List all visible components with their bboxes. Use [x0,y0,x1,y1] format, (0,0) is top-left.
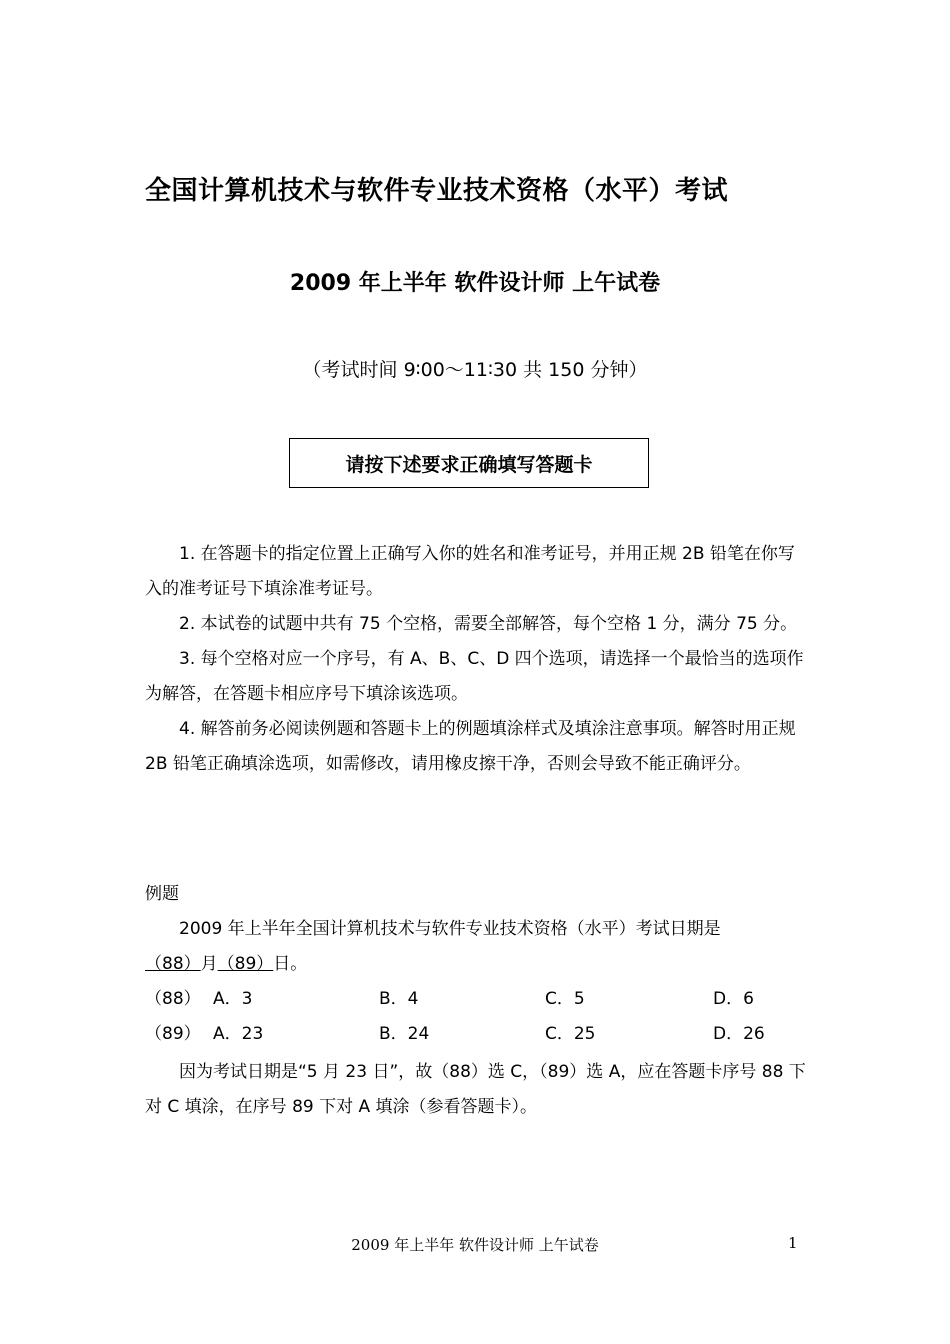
page-footer: 2009 年上半年 软件设计师 上午试卷 [351,1236,599,1254]
blank-89: （89） [217,954,274,974]
exam-time: （考试时间 9∶00～11∶30 共 150 分钟） [302,359,648,381]
blank-88: （88） [145,954,201,974]
instruction-item-2: 2. 本试卷的试题中共有 75 个空格，需要全部解答，每个空格 1 分，满分 75 分。 [179,614,798,634]
example-question-blanks [145,947,807,982]
example-label: 例题 [145,884,179,904]
exam-subtitle: 2009 年上半年 软件设计师 上午试卷 [289,271,661,296]
options-row-89 [145,1017,807,1052]
instruction-item-1: 1. 在答题卡的指定位置上正确写入你的姓名和准考证号，并用正规 2B 铅笔在你写入的准考证号下填涂准考证号。 [145,544,795,599]
option-c: C．25 [545,1024,596,1044]
instructions-list [145,537,807,782]
option-c: C．5 [545,989,585,1009]
option-a: A．23 [213,1024,264,1044]
notice-box [289,438,649,488]
example-answer [145,1055,807,1125]
option-b: B．24 [379,1024,430,1044]
options-row-88 [145,982,807,1017]
option-d: D．26 [713,1024,765,1044]
option-a: A．3 [213,989,253,1009]
instruction-item-3: 3. 每个空格对应一个序号，有 A、B、C、D 四个选项，请选择一个最恰当的选项作为解答，在答题卡相应序号下填涂该选项。 [145,649,804,704]
page-number: 1 [788,1234,798,1252]
month-label: 月 [200,954,218,974]
notice-text: 请按下述要求正确填写答题卡 [345,453,593,476]
option-b: B．4 [379,989,419,1009]
example-question-text: 2009 年上半年全国计算机技术与软件专业技术资格（水平）考试日期是 [179,919,721,939]
day-label: 日。 [273,954,308,974]
example-answer-text: 因为考试日期是“5 月 23 日”，故（88）选 C，（89）选 A，应在答题卡序号 88 下对 C 填涂，在序号 89 下对 A 填涂（参看答题卡）。 [145,1062,806,1117]
option-number: （89） [145,1024,201,1044]
option-number: （88） [145,989,201,1009]
option-d: D．6 [713,989,754,1009]
instruction-item-4: 4. 解答前务必阅读例题和答题卡上的例题填涂样式及填涂注意事项。解答时用正规 2B 铅笔正确填涂选项，如需修改，请用橡皮擦干净，否则会导致不能正确评分。 [145,719,796,774]
exam-title: 全国计算机技术与软件专业技术资格（水平）考试 [145,176,729,206]
example-question [145,912,807,982]
